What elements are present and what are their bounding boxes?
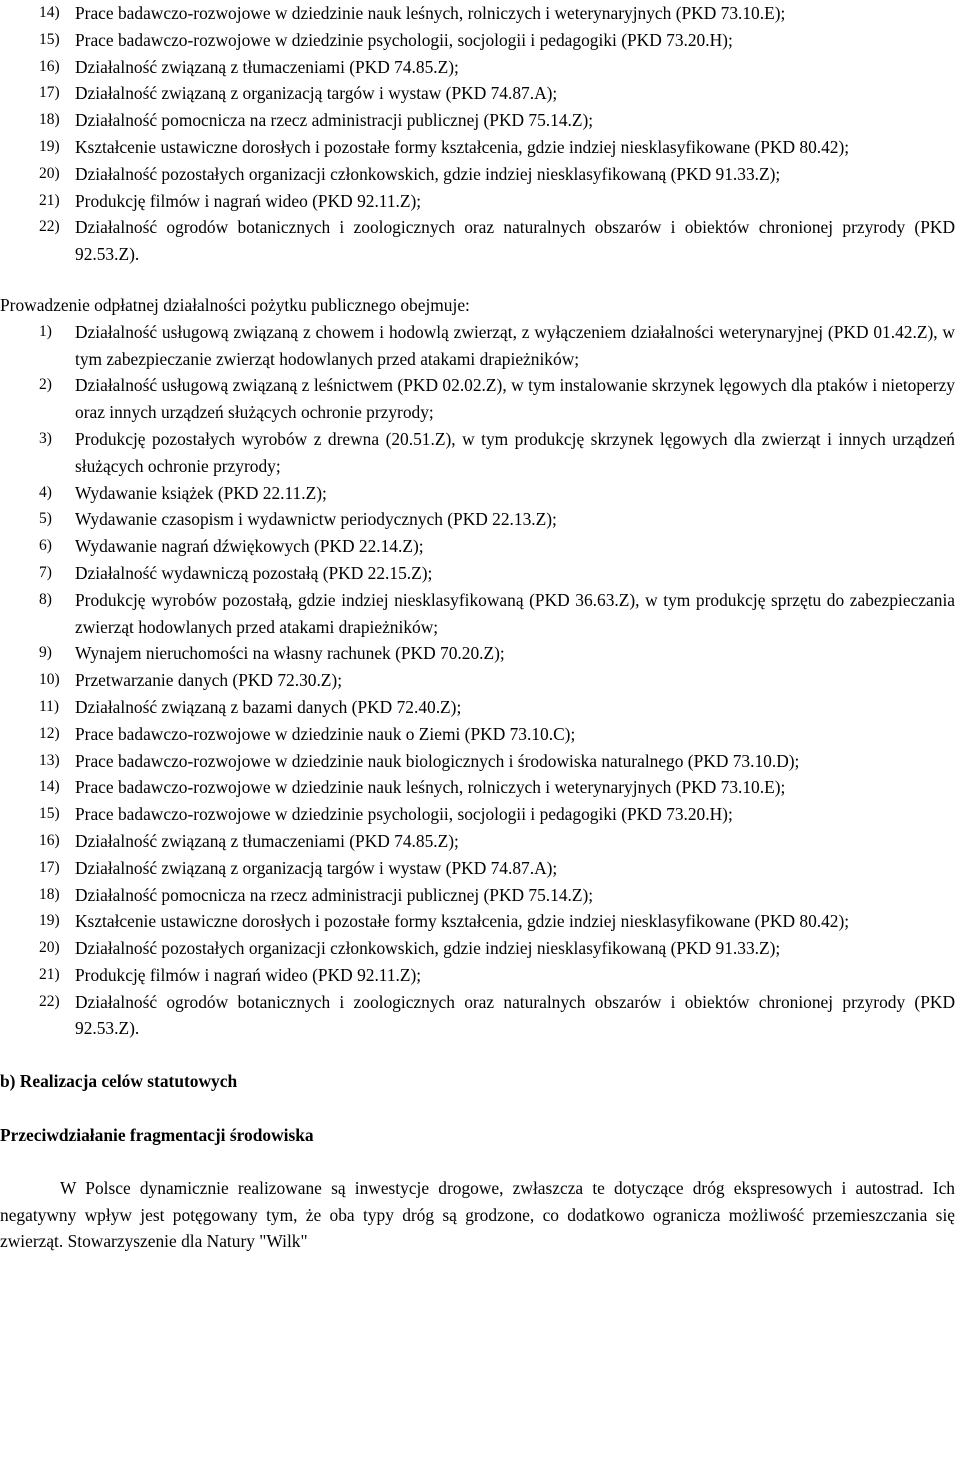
- list-item-number: 15): [39, 805, 60, 823]
- list-item: [0, 107, 955, 134]
- list-item: [0, 134, 955, 161]
- list-item-text: Działalność usługową związaną z chowem i hodowlą zwierząt, z wyłączeniem działalności weterynaryjnej (PKD 01.42.Z), w tym zabezpieczanie zwierząt hodowlanych przed atakami drapieżników;: [75, 321, 955, 369]
- list-item-number: 10): [39, 671, 60, 689]
- list-item: [0, 0, 955, 27]
- list-item-number: 21): [39, 965, 60, 983]
- body-paragraph: W Polsce dynamicznie realizowane są inwestycje drogowe, zwłaszcza te dotyczące dróg ekspresowych i autostrad. Ich negatywny wpływ jest potęgowany tym, że oba typy dróg są grodzone, co dodatkowo ogranicza możliwość przemieszczania się zwierząt. Stowarzyszenie dla Natury "Wilk": [0, 1177, 955, 1252]
- list-item-number: 6): [39, 537, 52, 555]
- list-item-text: Działalność pomocnicza na rzecz administracji publicznej (PKD 75.14.Z);: [75, 884, 594, 905]
- list-item: [0, 560, 955, 587]
- list-item: [0, 80, 955, 107]
- list-item-text: Działalność związaną z bazami danych (PKD 72.40.Z);: [75, 696, 462, 717]
- paid-activity-intro: Prowadzenie odpłatnej działalności pożytku publicznego obejmuje:: [0, 294, 470, 315]
- list-item-number: 13): [39, 751, 60, 769]
- list-item-text: Produkcję pozostałych wyrobów z drewna (20.51.Z), w tym produkcję skrzynek lęgowych dla zwierząt i innych urządzeń służących ochronie przyrody;: [75, 428, 955, 476]
- list-item-text: Działalność związaną z organizacją targów i wystaw (PKD 74.87.A);: [75, 857, 558, 878]
- list-item-text: Działalność pozostałych organizacji członkowskich, gdzie indziej niesklasyfikowaną (PKD 91.33.Z);: [75, 938, 781, 959]
- list-item: [0, 188, 955, 215]
- list-item: [0, 506, 955, 533]
- list-item: [0, 533, 955, 560]
- list-item-text: Działalność ogrodów botanicznych i zoologicznych oraz naturalnych obszarów i obiektów chronionej przyrody (PKD 92.53.Z).: [75, 217, 955, 265]
- list-item-text: Działalność związaną z tłumaczeniami (PKD 74.85.Z);: [75, 56, 459, 77]
- list-item-text: Wydawanie czasopism i wydawnictw periodycznych (PKD 22.13.Z);: [75, 509, 557, 530]
- list-item: [0, 372, 955, 426]
- list-item-number: 9): [39, 644, 52, 662]
- list-item: [0, 161, 955, 188]
- list-item-text: Kształcenie ustawiczne dorosłych i pozostałe formy kształcenia, gdzie indziej niesklasyfikowane (PKD 80.42);: [75, 136, 850, 157]
- list-item: [0, 721, 955, 748]
- section-heading-b: b) Realizacja celów statutowych: [0, 1071, 238, 1092]
- list-item-number: 4): [39, 483, 52, 501]
- list-item-number: 20): [39, 939, 60, 957]
- list-item: [0, 882, 955, 909]
- list-item-text: Prace badawczo-rozwojowe w dziedzinie nauk biologicznych i środowiska naturalnego (PKD 73.10.D);: [75, 750, 800, 771]
- list-item-number: 14): [39, 778, 60, 796]
- list-item-number: 19): [39, 912, 60, 930]
- list-item: [0, 828, 955, 855]
- list-item-number: 8): [39, 590, 52, 608]
- list-item-text: Wydawanie nagrań dźwiękowych (PKD 22.14.Z);: [75, 536, 424, 557]
- list-item-text: Produkcję wyrobów pozostałą, gdzie indziej niesklasyfikowaną (PKD 36.63.Z), w tym produkcję sprzętu do zabezpieczania zwierząt hodowlanych przed atakami drapieżników;: [75, 589, 955, 637]
- list-item-text: Działalność pomocnicza na rzecz administracji publicznej (PKD 75.14.Z);: [75, 110, 594, 131]
- list-item: [0, 694, 955, 721]
- list-item-text: Działalność ogrodów botanicznych i zoologicznych oraz naturalnych obszarów i obiektów chronionej przyrody (PKD 92.53.Z).: [75, 991, 955, 1039]
- paid-activity-list: [0, 319, 955, 1043]
- list-item: [0, 640, 955, 667]
- list-item-number: 14): [39, 4, 60, 21]
- list-item-number: 11): [39, 697, 60, 715]
- list-item-text: Przetwarzanie danych (PKD 72.30.Z);: [75, 670, 343, 691]
- list-item: [0, 587, 955, 641]
- list-item-number: 18): [39, 111, 60, 129]
- list-item: [0, 54, 955, 81]
- list-item-number: 1): [39, 322, 52, 340]
- list-item-text: Prace badawczo-rozwojowe w dziedzinie nauk leśnych, rolniczych i weterynaryjnych (PKD 73.10.E);: [75, 777, 786, 798]
- list-item-number: 17): [39, 84, 60, 102]
- list-item: [0, 774, 955, 801]
- list-item: [0, 748, 955, 775]
- list-item-number: 12): [39, 724, 60, 742]
- list-item-number: 16): [39, 57, 60, 75]
- list-item-text: Wydawanie książek (PKD 22.11.Z);: [75, 482, 327, 503]
- list-item: [0, 935, 955, 962]
- list-item-number: 17): [39, 858, 60, 876]
- list-item-text: Działalność usługową związaną z leśnictwem (PKD 02.02.Z), w tym instalowanie skrzynek lęgowych dla ptaków i nietoperzy oraz innych urządzeń służących ochronie przyrody;: [75, 375, 955, 423]
- list-item-number: 19): [39, 137, 60, 155]
- list-item-text: Działalność pozostałych organizacji członkowskich, gdzie indziej niesklasyfikowaną (PKD 91.33.Z);: [75, 163, 781, 184]
- list-item: [0, 962, 955, 989]
- list-item-number: 16): [39, 831, 60, 849]
- list-item: [0, 908, 955, 935]
- list-item-number: 21): [39, 191, 60, 209]
- list-item: [0, 27, 955, 54]
- list-item-number: 15): [39, 30, 60, 48]
- list-item-text: Kształcenie ustawiczne dorosłych i pozostałe formy kształcenia, gdzie indziej niesklasyfikowane (PKD 80.42);: [75, 911, 850, 932]
- list-item: [0, 667, 955, 694]
- list-item-number: 22): [39, 992, 60, 1010]
- list-item-number: 7): [39, 563, 52, 581]
- list-item: [0, 480, 955, 507]
- list-item-number: 20): [39, 164, 60, 182]
- activity-list-continued: [0, 0, 955, 268]
- list-item-text: Prace badawczo-rozwojowe w dziedzinie nauk o Ziemi (PKD 73.10.C);: [75, 723, 576, 744]
- list-item-number: 18): [39, 885, 60, 903]
- list-item-text: Działalność związaną z organizacją targów i wystaw (PKD 74.87.A);: [75, 83, 558, 104]
- list-item-number: 2): [39, 376, 52, 394]
- list-item-text: Produkcję filmów i nagrań wideo (PKD 92.11.Z);: [75, 190, 422, 211]
- list-item-number: 5): [39, 510, 52, 528]
- list-item-number: 22): [39, 218, 60, 236]
- list-item: [0, 426, 955, 480]
- list-item-text: Działalność związaną z tłumaczeniami (PKD 74.85.Z);: [75, 830, 459, 851]
- list-item: [0, 855, 955, 882]
- list-item-text: Prace badawczo-rozwojowe w dziedzinie nauk leśnych, rolniczych i weterynaryjnych (PKD 73.10.E);: [75, 3, 786, 23]
- subsection-heading: Przeciwdziałanie fragmentacji środowiska: [0, 1125, 314, 1146]
- list-item-text: Produkcję filmów i nagrań wideo (PKD 92.11.Z);: [75, 964, 422, 985]
- list-item-text: Działalność wydawniczą pozostałą (PKD 22.15.Z);: [75, 562, 433, 583]
- list-item: [0, 214, 955, 268]
- list-item: [0, 989, 955, 1043]
- list-item-text: Prace badawczo-rozwojowe w dziedzinie psychologii, socjologii i pedagogiki (PKD 73.20.H);: [75, 804, 733, 825]
- list-item: [0, 801, 955, 828]
- list-item: [0, 319, 955, 373]
- list-item-number: 3): [39, 429, 52, 447]
- list-item-text: Wynajem nieruchomości na własny rachunek (PKD 70.20.Z);: [75, 643, 505, 664]
- list-item-text: Prace badawczo-rozwojowe w dziedzinie psychologii, socjologii i pedagogiki (PKD 73.20.H);: [75, 29, 733, 50]
